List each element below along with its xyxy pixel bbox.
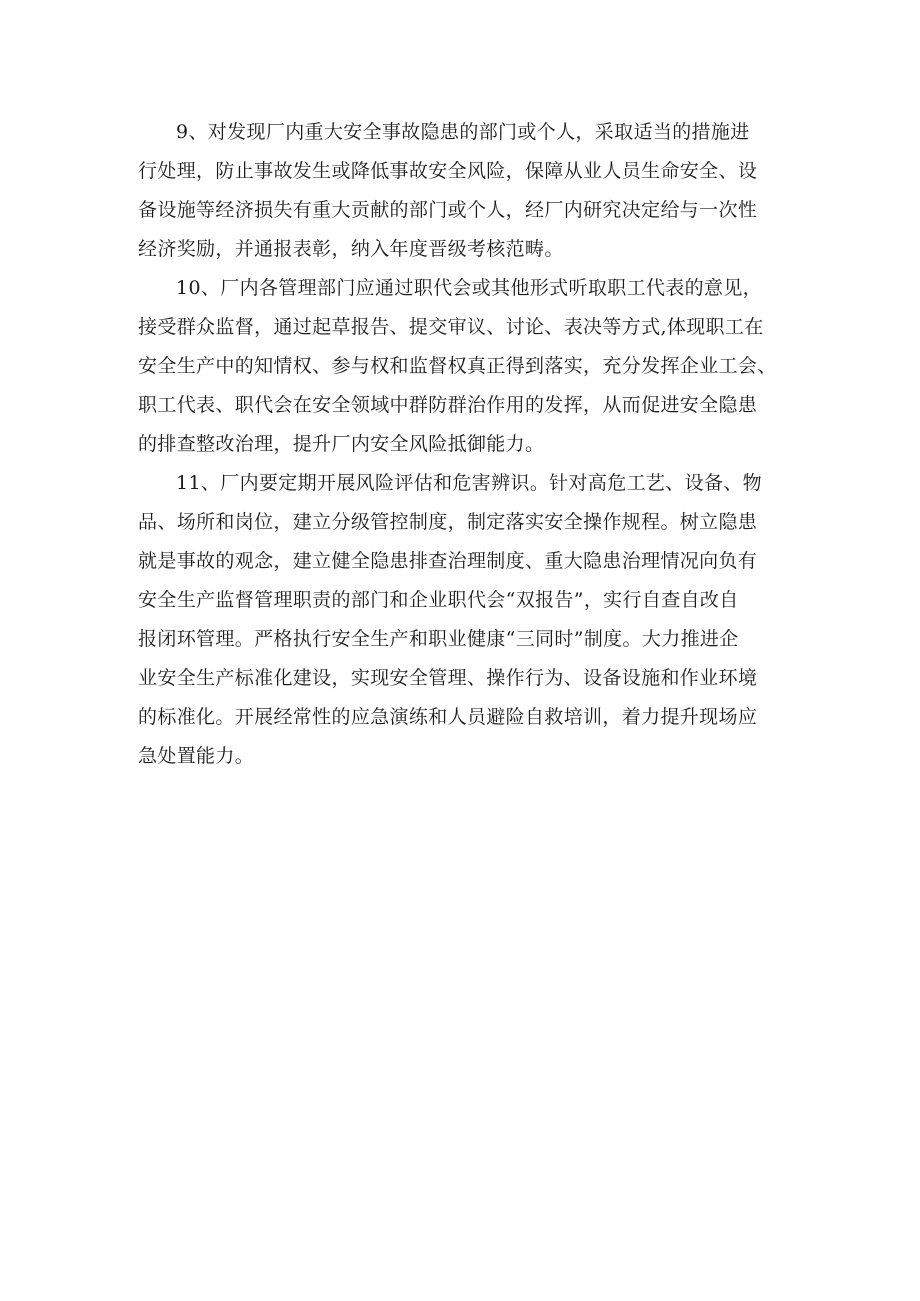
paragraph-line: 职工代表、职代会在安全领域中群防群治作用的发挥，从而促进安全隐患 bbox=[138, 394, 758, 416]
paragraph-line: 就是事故的观念，建立健全隐患排查治理制度、重大隐患治理情况向负有 bbox=[138, 550, 758, 572]
paragraph-line: 经济奖励，并通报表彰，纳入年度晋级考核范畴。 bbox=[138, 238, 564, 260]
paragraph-line: 备设施等经济损失有重大贡献的部门或个人，经厂内研究决定给与一次性 bbox=[138, 199, 758, 221]
paragraph-line: 安全生产监督管理职责的部门和企业职代会“双报告”，实行自查自改自 bbox=[138, 589, 739, 611]
paragraph-line: 品、场所和岗位，建立分级管控制度，制定落实安全操作规程。树立隐患 bbox=[138, 511, 758, 533]
paragraph-10 bbox=[138, 269, 798, 464]
paragraph-line: 11、厂内要定期开展风险评估和危害辨识。针对高危工艺、设备、物 bbox=[176, 472, 763, 494]
paragraph-11 bbox=[138, 464, 798, 776]
document-body bbox=[138, 113, 798, 776]
paragraph-line: 的标准化。开展经常性的应急演练和人员避险自救培训，着力提升现场应 bbox=[138, 706, 758, 728]
paragraph-9 bbox=[138, 113, 798, 269]
paragraph-line: 安全生产中的知情权、参与权和监督权真正得到落实，充分发挥企业工会、 bbox=[138, 355, 777, 377]
paragraph-line: 接受群众监督，通过起草报告、提交审议、讨论、表决等方式,体现职工在 bbox=[138, 316, 764, 338]
paragraph-line: 行处理，防止事故发生或降低事故安全风险，保障从业人员生命安全、设 bbox=[138, 160, 758, 182]
paragraph-line: 9、对发现厂内重大安全事故隐患的部门或个人，采取适当的措施进 bbox=[176, 121, 750, 143]
paragraph-line: 报闭环管理。严格执行安全生产和职业健康“三同时”制度。大力推进企 bbox=[138, 628, 739, 650]
paragraph-line: 急处置能力。 bbox=[138, 745, 255, 767]
paragraph-line: 10、厂内各管理部门应通过职代会或其他形式听取职工代表的意见， bbox=[176, 277, 763, 299]
paragraph-line: 的排查整改治理，提升厂内安全风险抵御能力。 bbox=[138, 433, 545, 455]
paragraph-line: 业安全生产标准化建设，实现安全管理、操作行为、设备设施和作业环境 bbox=[138, 667, 758, 689]
